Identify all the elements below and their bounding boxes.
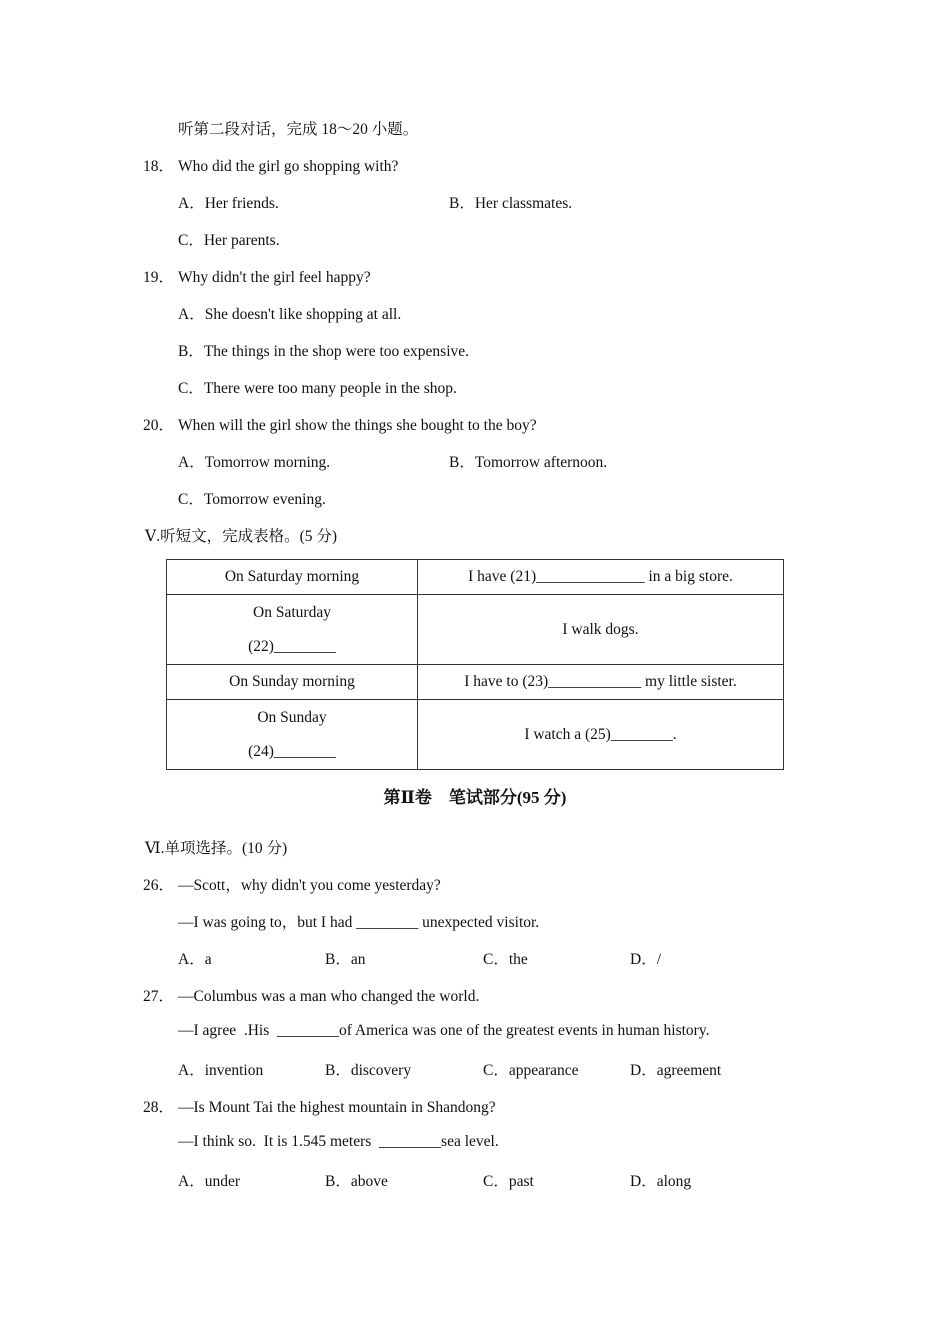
question-line: —I was going to，but I had ________ unexpected visitor. xyxy=(178,914,540,931)
table-row xyxy=(167,665,784,700)
schedule-table xyxy=(166,559,784,770)
option-c[interactable]: C．Her parents. xyxy=(178,232,280,249)
table-row xyxy=(167,595,784,665)
option-c[interactable]: C．There were too many people in the shop. xyxy=(178,380,457,397)
question-text: Why didn't the girl feel happy? xyxy=(178,269,371,286)
option-b[interactable]: B．discovery xyxy=(325,1062,412,1079)
table-cell-time: On Saturday morning xyxy=(167,560,418,595)
question-text: Who did the girl go shopping with? xyxy=(178,158,399,175)
table-cell-activity: I watch a (25)________. xyxy=(418,700,784,770)
table-cell-activity: I have to (23)____________ my little sister. xyxy=(418,665,784,700)
table-row xyxy=(167,700,784,770)
table-cell-time: On Sunday (24)________ xyxy=(167,700,418,770)
question-line: —Is Mount Tai the highest mountain in Shandong? xyxy=(178,1099,496,1116)
option-a[interactable]: A．a xyxy=(178,951,212,968)
question-line: —I think so. It is 1.545 meters ________sea level. xyxy=(178,1133,499,1150)
question-line: —Scott，why didn't you come yesterday? xyxy=(178,877,441,894)
question-number: 26． xyxy=(143,877,175,894)
question-line: —Columbus was a man who changed the world. xyxy=(178,988,480,1005)
question-number: 20． xyxy=(143,417,175,434)
option-b[interactable]: B．The things in the shop were too expensive. xyxy=(178,343,470,360)
option-a[interactable]: A．Tomorrow morning. xyxy=(178,454,331,471)
question-number: 28． xyxy=(143,1099,175,1116)
option-a[interactable]: A．under xyxy=(178,1173,240,1190)
table-cell-time: On Saturday (22)________ xyxy=(167,595,418,665)
option-c[interactable]: C．the xyxy=(483,951,528,968)
option-d[interactable]: D．agreement xyxy=(630,1062,722,1079)
table-row xyxy=(167,560,784,595)
part2-title: 第Ⅱ卷 笔试部分(95 分) xyxy=(383,788,567,807)
option-c[interactable]: C．Tomorrow evening. xyxy=(178,491,326,508)
section6-title: Ⅵ.单项选择。(10 分) xyxy=(145,840,288,857)
option-b[interactable]: B．an xyxy=(325,951,366,968)
option-b[interactable]: B．above xyxy=(325,1173,388,1190)
question-number: 27． xyxy=(143,988,175,1005)
option-a[interactable]: A．She doesn't like shopping at all. xyxy=(178,306,402,323)
option-d[interactable]: D．/ xyxy=(630,951,662,968)
option-b[interactable]: B．Her classmates. xyxy=(449,195,573,212)
option-c[interactable]: C．past xyxy=(483,1173,534,1190)
question-number: 18． xyxy=(143,158,175,175)
section-intro: 听第二段对话，完成 18～20 小题。 xyxy=(178,121,419,138)
table-cell-activity: I walk dogs. xyxy=(418,595,784,665)
blank-24[interactable]: (24)________ xyxy=(248,742,336,760)
option-d[interactable]: D．along xyxy=(630,1173,692,1190)
question-number: 19． xyxy=(143,269,175,286)
question-text: When will the girl show the things she bought to the boy? xyxy=(178,417,537,434)
option-b[interactable]: B．Tomorrow afternoon. xyxy=(449,454,608,471)
table-cell-time: On Sunday morning xyxy=(167,665,418,700)
question-line: —I agree .His ________of America was one of the greatest events in human history. xyxy=(178,1022,710,1039)
option-a[interactable]: A．Her friends. xyxy=(178,195,279,212)
section5-title: Ⅴ.听短文，完成表格。(5 分) xyxy=(145,528,338,545)
blank-22[interactable]: (22)________ xyxy=(248,637,336,655)
table-cell-activity: I have (21)______________ in a big store. xyxy=(418,560,784,595)
option-a[interactable]: A．invention xyxy=(178,1062,264,1079)
option-c[interactable]: C．appearance xyxy=(483,1062,579,1079)
